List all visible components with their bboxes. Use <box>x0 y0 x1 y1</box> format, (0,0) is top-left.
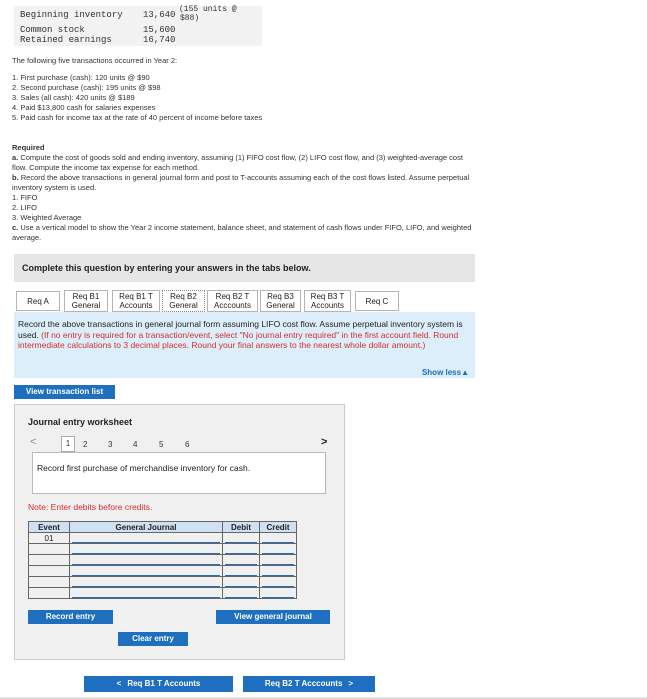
row-label-retained-earnings: Retained earnings <box>20 35 112 45</box>
view-general-journal-button[interactable]: View general journal <box>216 610 330 624</box>
tab-req-a[interactable]: Req A <box>16 291 60 311</box>
required-a: a. Compute the cost of goods sold and ending inventory, assuming (1) FIFO cost flow, (2) LIFO cost flow, and (3) weighted-average cost flow. Compute the income tax expense for each method. <box>12 153 463 172</box>
transaction-2: 2. Second purchase (cash): 195 units @ $98 <box>12 83 161 92</box>
method-fifo: 1. FIFO <box>12 193 38 202</box>
record-entry-button[interactable]: Record entry <box>28 610 113 624</box>
header-general-journal: General Journal <box>70 522 223 533</box>
account-input[interactable] <box>70 577 223 588</box>
tab-req-c[interactable]: Req C <box>355 291 399 311</box>
clear-entry-button[interactable]: Clear entry <box>118 632 188 646</box>
debits-note: Note: Enter debits before credits. <box>28 502 153 512</box>
row-value-common-stock: 15,600 <box>143 25 176 35</box>
page-5[interactable]: 5 <box>159 440 164 449</box>
entry-description-box <box>32 452 326 494</box>
method-lifo: 2. LIFO <box>12 203 38 212</box>
header-event: Event <box>29 522 70 533</box>
debit-input[interactable] <box>223 588 260 599</box>
prev-page-icon[interactable]: < <box>30 436 37 448</box>
beginning-inventory-note-1: (155 units @ <box>179 5 237 14</box>
transaction-4: 4. Paid $13,800 cash for salaries expenses <box>12 103 156 112</box>
page-1[interactable]: 1 <box>61 436 75 452</box>
tab-req-b1-t-accounts[interactable]: Req B1 T Accounts <box>112 290 160 312</box>
show-less-link[interactable]: Show less▲ <box>421 368 469 377</box>
table-row <box>29 577 297 588</box>
entry-description: Record first purchase of merchandise inventory for cash. <box>37 463 251 473</box>
tab-req-b3-general[interactable]: Req B3 General <box>260 290 301 312</box>
credit-input[interactable] <box>260 544 297 555</box>
tab-req-b1-general[interactable]: Req B1 General <box>64 290 108 312</box>
account-input[interactable] <box>70 533 223 544</box>
debit-input[interactable] <box>223 533 260 544</box>
transaction-3: 3. Sales (all cash): 420 units @ $189 <box>12 93 135 102</box>
credit-input[interactable] <box>260 577 297 588</box>
credit-input[interactable] <box>260 533 297 544</box>
transaction-5: 5. Paid cash for income tax at the rate of 40 percent of income before taxes <box>12 113 263 122</box>
instructions-text: Record the above transactions in general journal form assuming LIFO cost flow. Assume perpetual inventory system is used. (If no entry is required for a transaction/event, select "No journal entry required" in the first account field. Round intermediate calculations to 3 decimal places. Round your final answers to the nearest whole dollar amount.) <box>18 319 463 350</box>
header-debit: Debit <box>223 522 260 533</box>
instructions-box <box>14 312 475 378</box>
table-row <box>29 555 297 566</box>
banner-text: Complete this question by entering your answers in the tabs below. <box>22 263 311 273</box>
debit-input[interactable] <box>223 566 260 577</box>
row-label-beginning-inventory: Beginning inventory <box>20 10 123 20</box>
page-6[interactable]: 6 <box>185 440 190 449</box>
worksheet-title: Journal entry worksheet <box>28 417 133 427</box>
journal-entry-worksheet <box>14 404 345 660</box>
credit-input[interactable] <box>260 555 297 566</box>
row-value-beginning-inventory: 13,640 <box>143 10 176 20</box>
row-label-common-stock: Common stock <box>20 25 85 35</box>
prev-tab-label: Req B1 T Accounts <box>127 679 201 688</box>
credit-input[interactable] <box>260 566 297 577</box>
required-b: b. Record the above transactions in general journal form and post to T-accounts assuming each of the cost flows listed. Assume perpetual inventory system is used. <box>12 173 470 192</box>
account-input[interactable] <box>70 544 223 555</box>
page-2[interactable]: 2 <box>83 440 88 449</box>
account-input[interactable] <box>70 555 223 566</box>
account-input[interactable] <box>70 566 223 577</box>
required-c: c. Use a vertical model to show the Year 2 income statement, balance sheet, and statement of cash flows under FIFO, LIFO, and weighted average. <box>12 223 472 242</box>
next-tab-label: Req B2 T Acccounts <box>264 679 343 688</box>
transaction-1: 1. First purchase (cash): 120 units @ $90 <box>12 73 150 82</box>
row-value-retained-earnings: 16,740 <box>143 35 176 45</box>
method-weighted-average: 3. Weighted Average <box>12 213 82 222</box>
tab-req-b3-t-accounts[interactable]: Req B3 T Accounts <box>304 290 351 312</box>
table-row <box>29 533 297 544</box>
beginning-inventory-note-2: $88) <box>180 14 200 23</box>
instructions-banner <box>14 254 475 282</box>
required-heading: Required <box>12 143 45 152</box>
prev-tab-button[interactable] <box>84 676 233 692</box>
page-3[interactable]: 3 <box>108 440 113 449</box>
required-section <box>12 143 480 243</box>
balance-table <box>14 6 262 46</box>
header-credit: Credit <box>260 522 297 533</box>
next-page-icon[interactable]: > <box>321 436 328 448</box>
table-row <box>29 544 297 555</box>
view-transaction-list-button[interactable]: View transaction list <box>14 385 115 399</box>
next-tab-button[interactable] <box>243 676 375 692</box>
page-4[interactable]: 4 <box>133 440 138 449</box>
account-input[interactable] <box>70 588 223 599</box>
event-cell: 01 <box>29 533 70 544</box>
debit-input[interactable] <box>223 577 260 588</box>
credit-input[interactable] <box>260 588 297 599</box>
table-row <box>29 566 297 577</box>
debit-input[interactable] <box>223 555 260 566</box>
debit-input[interactable] <box>223 544 260 555</box>
journal-table <box>28 521 297 599</box>
intro-text: The following five transactions occurred in Year 2: <box>12 56 178 65</box>
tab-req-b2-general[interactable]: Req B2 General <box>162 290 205 312</box>
chevron-left-icon: < <box>116 679 122 688</box>
chevron-right-icon: > <box>348 679 354 688</box>
transaction-list <box>12 73 412 123</box>
table-row <box>29 588 297 599</box>
tab-req-b2-t-accounts[interactable]: Req B2 T Acccounts <box>207 290 258 312</box>
